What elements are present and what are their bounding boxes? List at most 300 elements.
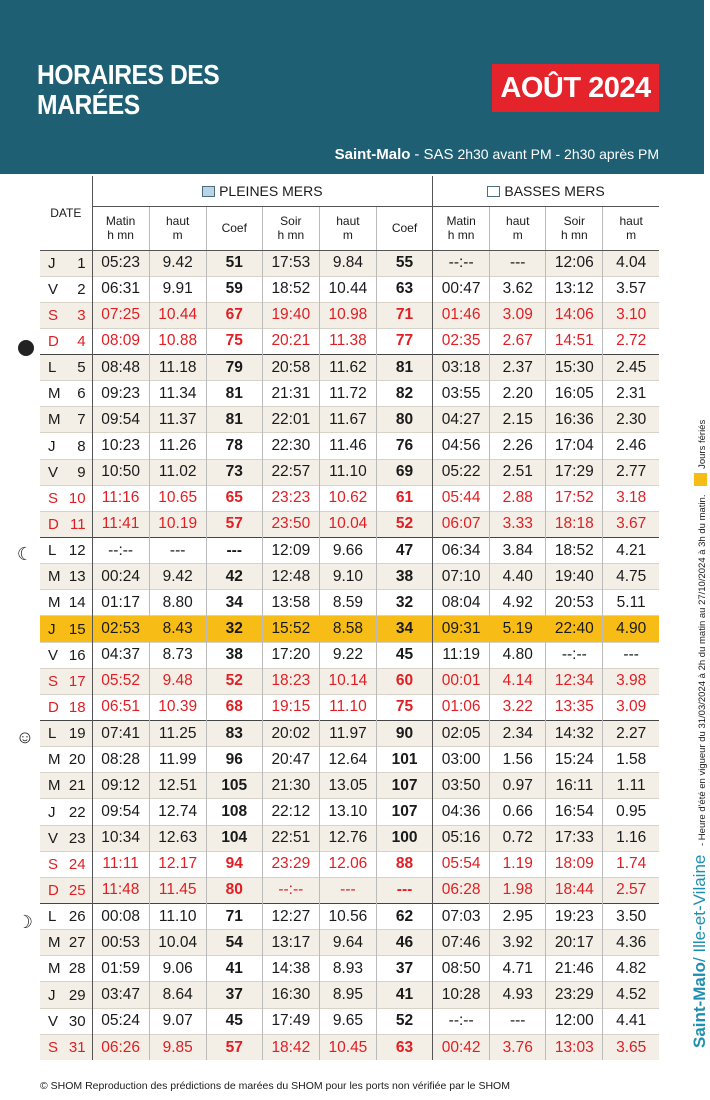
bm-matin-height: 0.97: [490, 773, 546, 799]
pm-soir-coef: 80: [376, 407, 432, 433]
bm-soir-time: 16:11: [546, 773, 603, 799]
bm-soir-time: 14:06: [546, 302, 603, 328]
bm-matin-height: 2.51: [490, 459, 546, 485]
bm-matin-time: 07:10: [433, 564, 490, 590]
pm-soir-time: 22:01: [262, 407, 319, 433]
day-letter: V: [40, 276, 68, 302]
bm-matin-height: 2.20: [490, 381, 546, 407]
bm-soir-height: 4.90: [603, 616, 659, 642]
day-number: 23: [68, 825, 92, 851]
pm-soir-time: 17:53: [262, 250, 319, 276]
pm-matin-time: 08:28: [92, 747, 149, 773]
bm-soir-time: 17:33: [546, 825, 603, 851]
new-moon-icon: [18, 340, 34, 356]
basses-mers-header: BASSES MERS: [433, 176, 659, 206]
pm-soir-time: 12:48: [262, 564, 319, 590]
day-letter: J: [40, 982, 68, 1008]
pm-matin-time: 11:41: [92, 511, 149, 537]
pm-matin-coef: 79: [206, 355, 262, 381]
bm-matin-height: 3.33: [490, 511, 546, 537]
bm-matin-height: 4.14: [490, 668, 546, 694]
pm-soir-coef: 32: [376, 590, 432, 616]
day-number: 6: [68, 381, 92, 407]
bm-matin-time: 02:35: [433, 328, 490, 354]
pm-matin-coef: ---: [206, 538, 262, 564]
bm-matin-time: 11:19: [433, 642, 490, 668]
bm-matin-height: 4.40: [490, 564, 546, 590]
pm-soir-time: 13:58: [262, 590, 319, 616]
bm-matin-time: 05:22: [433, 459, 490, 485]
port-name: Saint-Malo: [334, 146, 411, 163]
day-letter: D: [40, 511, 68, 537]
day-number: 20: [68, 747, 92, 773]
day-number: 19: [68, 721, 92, 747]
bm-matin-time: 08:04: [433, 590, 490, 616]
pm-matin-height: 11.99: [149, 747, 206, 773]
table-row: [40, 485, 659, 511]
pm-soir-time: 22:57: [262, 459, 319, 485]
pm-soir-height: 12.64: [319, 747, 376, 773]
bm-matin-time: 06:34: [433, 538, 490, 564]
col-bm-matin: Matin h mn: [433, 206, 490, 250]
bm-matin-time: 09:31: [433, 616, 490, 642]
pm-matin-height: ---: [149, 538, 206, 564]
pm-soir-time: 13:17: [262, 930, 319, 956]
day-number: 18: [68, 694, 92, 720]
bm-matin-height: 2.26: [490, 433, 546, 459]
bm-matin-height: 0.66: [490, 799, 546, 825]
pm-soir-time: 23:29: [262, 851, 319, 877]
day-number: 28: [68, 956, 92, 982]
pm-soir-time: 12:09: [262, 538, 319, 564]
day-number: 30: [68, 1008, 92, 1034]
pm-matin-height: 9.48: [149, 668, 206, 694]
bm-matin-height: 1.19: [490, 851, 546, 877]
pm-matin-coef: 38: [206, 642, 262, 668]
bm-matin-height: 3.22: [490, 694, 546, 720]
bm-matin-time: 04:56: [433, 433, 490, 459]
pm-matin-height: 11.45: [149, 877, 206, 903]
pm-matin-coef: 37: [206, 982, 262, 1008]
bm-soir-height: 4.04: [603, 250, 659, 276]
bm-soir-time: 20:17: [546, 930, 603, 956]
day-letter: S: [40, 302, 68, 328]
pm-matin-time: 09:54: [92, 407, 149, 433]
day-number: 22: [68, 799, 92, 825]
table-row: [40, 851, 659, 877]
bm-soir-height: 1.58: [603, 747, 659, 773]
pm-matin-height: 9.42: [149, 250, 206, 276]
bm-matin-height: 2.88: [490, 485, 546, 511]
day-letter: L: [40, 538, 68, 564]
pm-soir-time: 21:30: [262, 773, 319, 799]
pm-soir-coef: 81: [376, 355, 432, 381]
bm-soir-time: 13:35: [546, 694, 603, 720]
pm-matin-time: 05:24: [92, 1008, 149, 1034]
bm-soir-height: 2.46: [603, 433, 659, 459]
day-letter: S: [40, 668, 68, 694]
bm-soir-height: 2.72: [603, 328, 659, 354]
bm-soir-height: 0.95: [603, 799, 659, 825]
bm-soir-time: 17:52: [546, 485, 603, 511]
table-row: [40, 590, 659, 616]
bm-soir-height: 1.11: [603, 773, 659, 799]
bm-soir-height: ---: [603, 642, 659, 668]
bm-matin-height: 4.80: [490, 642, 546, 668]
pm-matin-time: 08:09: [92, 328, 149, 354]
day-letter: M: [40, 747, 68, 773]
bm-soir-height: 4.75: [603, 564, 659, 590]
bm-soir-time: --:--: [546, 642, 603, 668]
side-caption: [690, 420, 710, 1048]
pm-soir-time: 19:15: [262, 694, 319, 720]
pm-matin-coef: 65: [206, 485, 262, 511]
header-banner: [0, 0, 704, 174]
bm-matin-height: 2.15: [490, 407, 546, 433]
month-badge: AOÛT 2024: [492, 64, 659, 112]
pm-soir-time: 12:27: [262, 904, 319, 930]
pm-soir-time: 22:30: [262, 433, 319, 459]
day-letter: S: [40, 851, 68, 877]
bm-soir-time: 18:18: [546, 511, 603, 537]
high-tide-icon: [202, 186, 215, 197]
bm-soir-time: 13:03: [546, 1034, 603, 1060]
day-letter: M: [40, 590, 68, 616]
pm-matin-height: 11.18: [149, 355, 206, 381]
day-number: 26: [68, 904, 92, 930]
bm-soir-time: 18:09: [546, 851, 603, 877]
pm-matin-coef: 52: [206, 668, 262, 694]
pm-soir-height: 10.44: [319, 276, 376, 302]
tide-rows: [40, 250, 659, 1060]
pm-matin-time: 06:31: [92, 276, 149, 302]
pm-soir-height: 11.10: [319, 459, 376, 485]
bm-matin-time: --:--: [433, 1008, 490, 1034]
pm-matin-coef: 32: [206, 616, 262, 642]
footer-copyright: © SHOM Reproduction des prédictions de marées du SHOM pour les ports non vérifiée par le SHOM: [40, 1080, 510, 1092]
pm-soir-time: 19:40: [262, 302, 319, 328]
pm-soir-time: 14:38: [262, 956, 319, 982]
bm-matin-time: 01:46: [433, 302, 490, 328]
table-row: [40, 982, 659, 1008]
pm-matin-height: 10.88: [149, 328, 206, 354]
pm-matin-coef: 83: [206, 721, 262, 747]
day-letter: M: [40, 407, 68, 433]
pm-matin-time: 01:59: [92, 956, 149, 982]
bm-soir-time: 17:29: [546, 459, 603, 485]
pm-matin-coef: 81: [206, 407, 262, 433]
bm-soir-height: 5.11: [603, 590, 659, 616]
pm-matin-height: 12.74: [149, 799, 206, 825]
bm-soir-time: 16:05: [546, 381, 603, 407]
pm-matin-height: 11.25: [149, 721, 206, 747]
pm-matin-coef: 75: [206, 328, 262, 354]
pm-matin-coef: 73: [206, 459, 262, 485]
table-row: [40, 904, 659, 930]
pm-matin-time: 01:17: [92, 590, 149, 616]
pm-soir-time: 17:20: [262, 642, 319, 668]
pm-matin-height: 11.10: [149, 904, 206, 930]
bm-matin-time: 05:16: [433, 825, 490, 851]
pm-matin-height: 10.19: [149, 511, 206, 537]
pm-matin-coef: 81: [206, 381, 262, 407]
pm-soir-coef: 46: [376, 930, 432, 956]
date-header: DATE: [40, 176, 92, 250]
day-letter: V: [40, 825, 68, 851]
full-moon-icon: ☺: [15, 727, 35, 747]
day-number: 24: [68, 851, 92, 877]
pm-matin-time: 00:08: [92, 904, 149, 930]
day-letter: M: [40, 564, 68, 590]
bm-matin-height: 2.34: [490, 721, 546, 747]
table-row: [40, 407, 659, 433]
pm-soir-coef: 69: [376, 459, 432, 485]
bm-matin-time: 02:05: [433, 721, 490, 747]
table-row: [40, 694, 659, 720]
col-bm-haut-soir: haut m: [603, 206, 659, 250]
pm-soir-coef: 101: [376, 747, 432, 773]
pm-matin-height: 8.80: [149, 590, 206, 616]
pm-matin-height: 9.85: [149, 1034, 206, 1060]
tide-table: [40, 176, 659, 1060]
pm-soir-time: 23:50: [262, 511, 319, 537]
table-row: [40, 459, 659, 485]
bm-soir-time: 20:53: [546, 590, 603, 616]
pm-soir-coef: 38: [376, 564, 432, 590]
day-letter: M: [40, 773, 68, 799]
pm-soir-time: 21:31: [262, 381, 319, 407]
pm-matin-height: 11.37: [149, 407, 206, 433]
day-number: 12: [68, 538, 92, 564]
pm-soir-coef: 34: [376, 616, 432, 642]
bm-soir-height: 3.98: [603, 668, 659, 694]
pm-matin-time: 04:37: [92, 642, 149, 668]
bm-matin-time: 07:46: [433, 930, 490, 956]
pm-matin-coef: 41: [206, 956, 262, 982]
bm-matin-time: --:--: [433, 250, 490, 276]
bm-soir-time: 23:29: [546, 982, 603, 1008]
bm-soir-height: 2.30: [603, 407, 659, 433]
low-tide-icon: [487, 186, 500, 197]
pm-matin-coef: 96: [206, 747, 262, 773]
day-number: 11: [68, 511, 92, 537]
bm-soir-time: 12:00: [546, 1008, 603, 1034]
pm-matin-coef: 42: [206, 564, 262, 590]
pm-matin-height: 10.65: [149, 485, 206, 511]
bm-matin-time: 00:47: [433, 276, 490, 302]
pm-soir-time: 22:51: [262, 825, 319, 851]
pm-matin-height: 10.44: [149, 302, 206, 328]
pm-matin-height: 12.17: [149, 851, 206, 877]
day-number: 9: [68, 459, 92, 485]
pm-soir-time: 18:23: [262, 668, 319, 694]
bm-matin-time: 00:01: [433, 668, 490, 694]
day-letter: L: [40, 355, 68, 381]
table-row: [40, 328, 659, 354]
pm-soir-time: 23:23: [262, 485, 319, 511]
pm-matin-time: 09:12: [92, 773, 149, 799]
pm-soir-coef: 62: [376, 904, 432, 930]
pm-matin-time: 06:26: [92, 1034, 149, 1060]
pm-matin-coef: 51: [206, 250, 262, 276]
bm-matin-height: 3.09: [490, 302, 546, 328]
page-title: [37, 60, 219, 120]
pm-matin-time: 08:48: [92, 355, 149, 381]
bm-matin-time: 05:54: [433, 851, 490, 877]
pm-soir-coef: 77: [376, 328, 432, 354]
pm-soir-height: 8.58: [319, 616, 376, 642]
day-letter: D: [40, 694, 68, 720]
pm-soir-height: 9.66: [319, 538, 376, 564]
pm-soir-coef: 76: [376, 433, 432, 459]
col-coef-matin: Coef: [206, 206, 262, 250]
pm-soir-coef: 47: [376, 538, 432, 564]
bm-matin-time: 03:50: [433, 773, 490, 799]
day-number: 13: [68, 564, 92, 590]
pm-soir-coef: 100: [376, 825, 432, 851]
table-row: [40, 877, 659, 903]
pm-matin-time: 10:23: [92, 433, 149, 459]
pm-matin-height: 9.07: [149, 1008, 206, 1034]
pm-soir-height: 10.98: [319, 302, 376, 328]
day-letter: V: [40, 459, 68, 485]
pm-soir-coef: 88: [376, 851, 432, 877]
day-number: 21: [68, 773, 92, 799]
pm-soir-time: 16:30: [262, 982, 319, 1008]
pm-matin-time: 09:54: [92, 799, 149, 825]
bm-soir-height: 2.27: [603, 721, 659, 747]
bm-soir-time: 19:40: [546, 564, 603, 590]
table-row: [40, 799, 659, 825]
day-number: 2: [68, 276, 92, 302]
pm-matin-height: 10.04: [149, 930, 206, 956]
day-number: 17: [68, 668, 92, 694]
pm-matin-time: 10:34: [92, 825, 149, 851]
day-letter: V: [40, 1008, 68, 1034]
pm-soir-height: 11.67: [319, 407, 376, 433]
pm-matin-coef: 67: [206, 302, 262, 328]
bm-matin-height: 4.93: [490, 982, 546, 1008]
table-row: [40, 381, 659, 407]
day-number: 27: [68, 930, 92, 956]
pm-soir-time: 18:42: [262, 1034, 319, 1060]
bm-soir-time: 21:46: [546, 956, 603, 982]
table-row: [40, 930, 659, 956]
pm-soir-coef: ---: [376, 877, 432, 903]
pm-matin-height: 8.73: [149, 642, 206, 668]
pm-matin-coef: 80: [206, 877, 262, 903]
pm-matin-coef: 105: [206, 773, 262, 799]
table-row: [40, 564, 659, 590]
pm-matin-coef: 104: [206, 825, 262, 851]
day-letter: V: [40, 642, 68, 668]
day-letter: M: [40, 381, 68, 407]
day-number: 1: [68, 250, 92, 276]
pm-soir-height: 8.93: [319, 956, 376, 982]
pm-soir-coef: 90: [376, 721, 432, 747]
bm-soir-height: 4.36: [603, 930, 659, 956]
bm-soir-height: 3.18: [603, 485, 659, 511]
day-number: 10: [68, 485, 92, 511]
bm-matin-time: 04:36: [433, 799, 490, 825]
first-quarter-moon-icon: ☾: [16, 544, 34, 564]
pm-soir-coef: 82: [376, 381, 432, 407]
table-row: [40, 773, 659, 799]
day-letter: S: [40, 485, 68, 511]
pm-soir-height: 10.04: [319, 511, 376, 537]
pm-soir-coef: 71: [376, 302, 432, 328]
pm-soir-height: 9.84: [319, 250, 376, 276]
bm-soir-height: 4.52: [603, 982, 659, 1008]
pm-matin-coef: 78: [206, 433, 262, 459]
bm-matin-time: 06:07: [433, 511, 490, 537]
pm-soir-time: 20:02: [262, 721, 319, 747]
day-letter: J: [40, 250, 68, 276]
bm-soir-height: 4.41: [603, 1008, 659, 1034]
day-number: 25: [68, 877, 92, 903]
day-letter: L: [40, 904, 68, 930]
day-letter: M: [40, 930, 68, 956]
pm-matin-coef: 34: [206, 590, 262, 616]
bm-matin-height: 2.67: [490, 328, 546, 354]
pm-soir-height: 11.97: [319, 721, 376, 747]
pm-matin-height: 8.64: [149, 982, 206, 1008]
bm-matin-height: 0.72: [490, 825, 546, 851]
pm-soir-coef: 52: [376, 1008, 432, 1034]
col-bm-haut-matin: haut m: [490, 206, 546, 250]
pm-soir-time: 20:47: [262, 747, 319, 773]
pm-soir-coef: 107: [376, 799, 432, 825]
holiday-legend-label: Jours fériés: [697, 419, 708, 469]
table-row: [40, 538, 659, 564]
pm-soir-height: 10.45: [319, 1034, 376, 1060]
bm-soir-time: 14:32: [546, 721, 603, 747]
bm-soir-height: 3.09: [603, 694, 659, 720]
bm-matin-height: 3.84: [490, 538, 546, 564]
pm-soir-height: 10.62: [319, 485, 376, 511]
pm-soir-time: 20:58: [262, 355, 319, 381]
pm-matin-height: 12.51: [149, 773, 206, 799]
pm-matin-coef: 94: [206, 851, 262, 877]
pm-soir-height: 10.14: [319, 668, 376, 694]
bm-matin-time: 01:06: [433, 694, 490, 720]
table-row: [40, 355, 659, 381]
summer-time-note: - Heure d'été en vigueur du 31/03/2024 à 2h du matin au 27/10/2024 à 3h du matin.: [697, 494, 708, 846]
table-row: [40, 250, 659, 276]
bm-matin-time: 03:55: [433, 381, 490, 407]
pm-matin-time: 00:24: [92, 564, 149, 590]
pm-soir-height: 10.56: [319, 904, 376, 930]
pm-matin-time: 09:23: [92, 381, 149, 407]
col-matin: Matin h mn: [92, 206, 149, 250]
day-number: 31: [68, 1034, 92, 1060]
pm-soir-time: 22:12: [262, 799, 319, 825]
pm-matin-time: 07:41: [92, 721, 149, 747]
pm-matin-height: 11.34: [149, 381, 206, 407]
bm-soir-time: 18:52: [546, 538, 603, 564]
pm-matin-time: 03:47: [92, 982, 149, 1008]
pm-soir-height: 11.38: [319, 328, 376, 354]
pm-soir-time: 18:52: [262, 276, 319, 302]
bm-matin-height: 2.95: [490, 904, 546, 930]
table-row: [40, 747, 659, 773]
bm-soir-height: 1.74: [603, 851, 659, 877]
bm-soir-height: 3.10: [603, 302, 659, 328]
pm-soir-time: 20:21: [262, 328, 319, 354]
pm-matin-time: 11:48: [92, 877, 149, 903]
pm-soir-height: 11.10: [319, 694, 376, 720]
pm-soir-time: --:--: [262, 877, 319, 903]
